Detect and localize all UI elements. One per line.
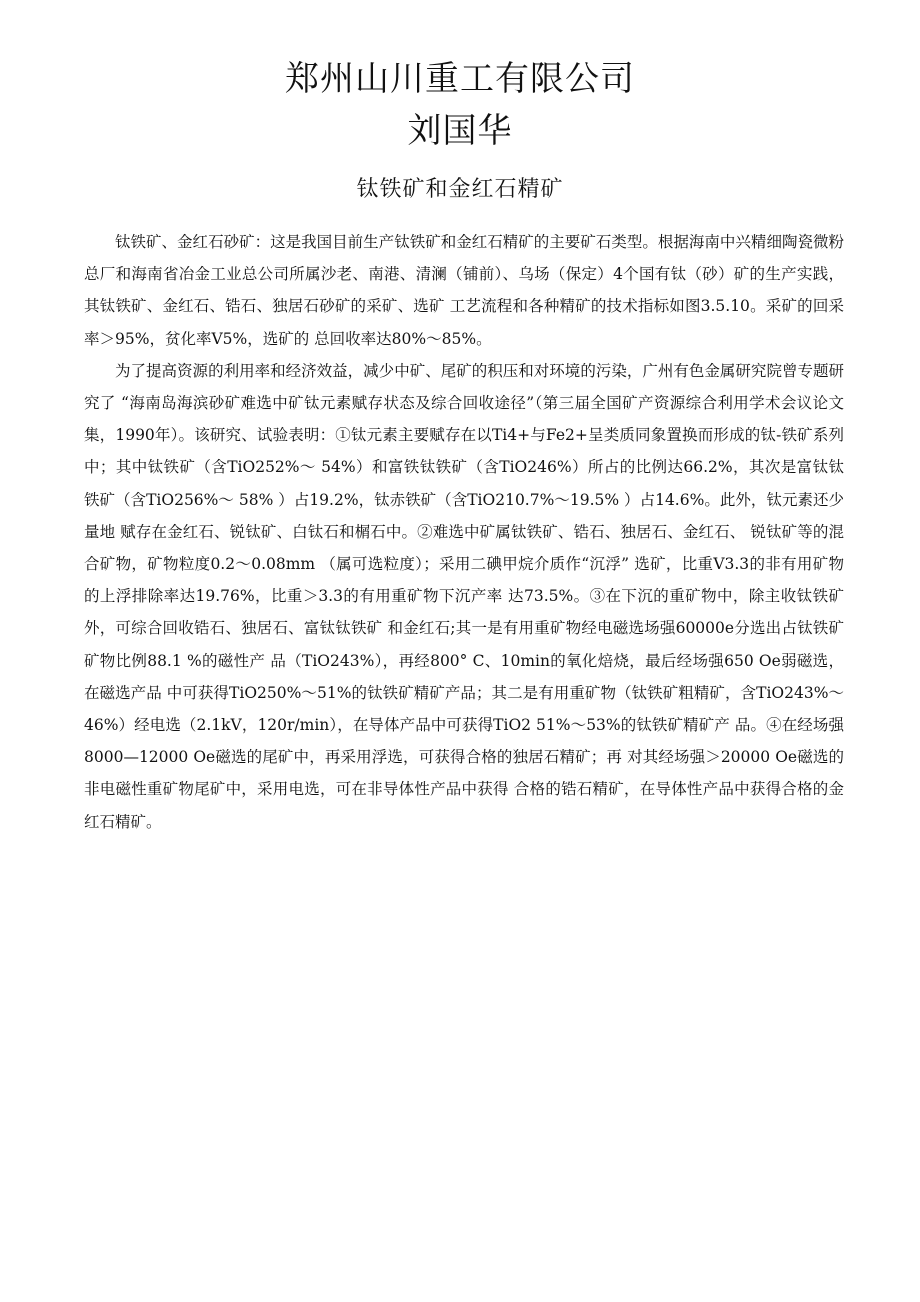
document-body: [84, 226, 844, 838]
document-title: 钛铁矿和金红石精矿: [356, 177, 564, 202]
company-name: 郑州山川重工有限公司: [285, 59, 635, 99]
author-name: 刘国华: [407, 111, 513, 151]
paragraph-1: 钛铁矿、金红石砂矿：这是我国目前生产钛铁矿和金红石精矿的主要矿石类型。根据海南中兴精细陶瓷微粉总厂和海南省冶金工业总公司所属沙老、南港、清澜（铺前）、乌场（保定）4个国有钛（砂）矿的生产实践，其钛铁矿、金红石、锆石、独居石砂矿的采矿、选矿 工艺流程和各种精矿的技术指标如图3.5.10。采矿的回采率＞95%，贫化率V5%，选矿的 总回收率达80%～85%。: [84, 233, 844, 348]
paragraph-2: 为了提高资源的利用率和经济效益，减少中矿、尾矿的积压和对环境的污染，广州有色金属研究院曾专题研究了 “海南岛海滨砂矿难选中矿钛元素赋存状态及综合回收途径”（第三届全国矿产资源综合利用学术会议论文集，1990年）。该研究、试验表明：①钛元素主要赋存在以Ti4+与Fe2+呈类质同象置换而形成的钛-铁矿系列中；其中钛铁矿（含TiO252%～ 54%）和富铁钛铁矿（含TiO246%）所占的比例达66.2%，其次是富钛钛铁矿（含TiO256%～ 58% ）占19.2%，钛赤铁矿（含TiO210.7%～19.5% ）占14.6%。此外，钛元素还少量地 赋存在金红石、锐钛矿、白钛石和榍石中。②难选中矿属钛铁矿、锆石、独居石、金红石、 锐钛矿等的混合矿物，矿物粒度0.2～0.08mm （属可选粒度）；采用二碘甲烷介质作“沉浮” 选矿，比重V3.3的非有用矿物的上浮排除率达19.76%，比重＞3.3的有用重矿物下沉产率 达73.5%。③在下沉的重矿物中，除主收钛铁矿外，可综合回收锆石、独居石、富钛钛铁矿 和金红石;其一是有用重矿物经电磁选场强60000e分选出占钛铁矿矿物比例88.1 %的磁性产 品（TiO243%），再经800° C、10min的氧化焙烧，最后经场强650 Oe弱磁选，在磁选产品 中可获得TiO250%～51%的钛铁矿精矿产品；其二是有用重矿物（钛铁矿粗精矿，含TiO243%～ 46%）经电选（2.1kV，120r/min），在导体产品中可获得TiO2 51%～53%的钛铁矿精矿产 品。④在经场强8000—12000 Oe磁选的尾矿中，再采用浮选，可获得合格的独居石精矿；再 对其经场强＞20000 Oe磁选的非电磁性重矿物尾矿中，采用电选，可在非导体性产品中获得 合格的锆石精矿，在导体性产品中获得合格的金红石精矿。: [84, 361, 844, 831]
